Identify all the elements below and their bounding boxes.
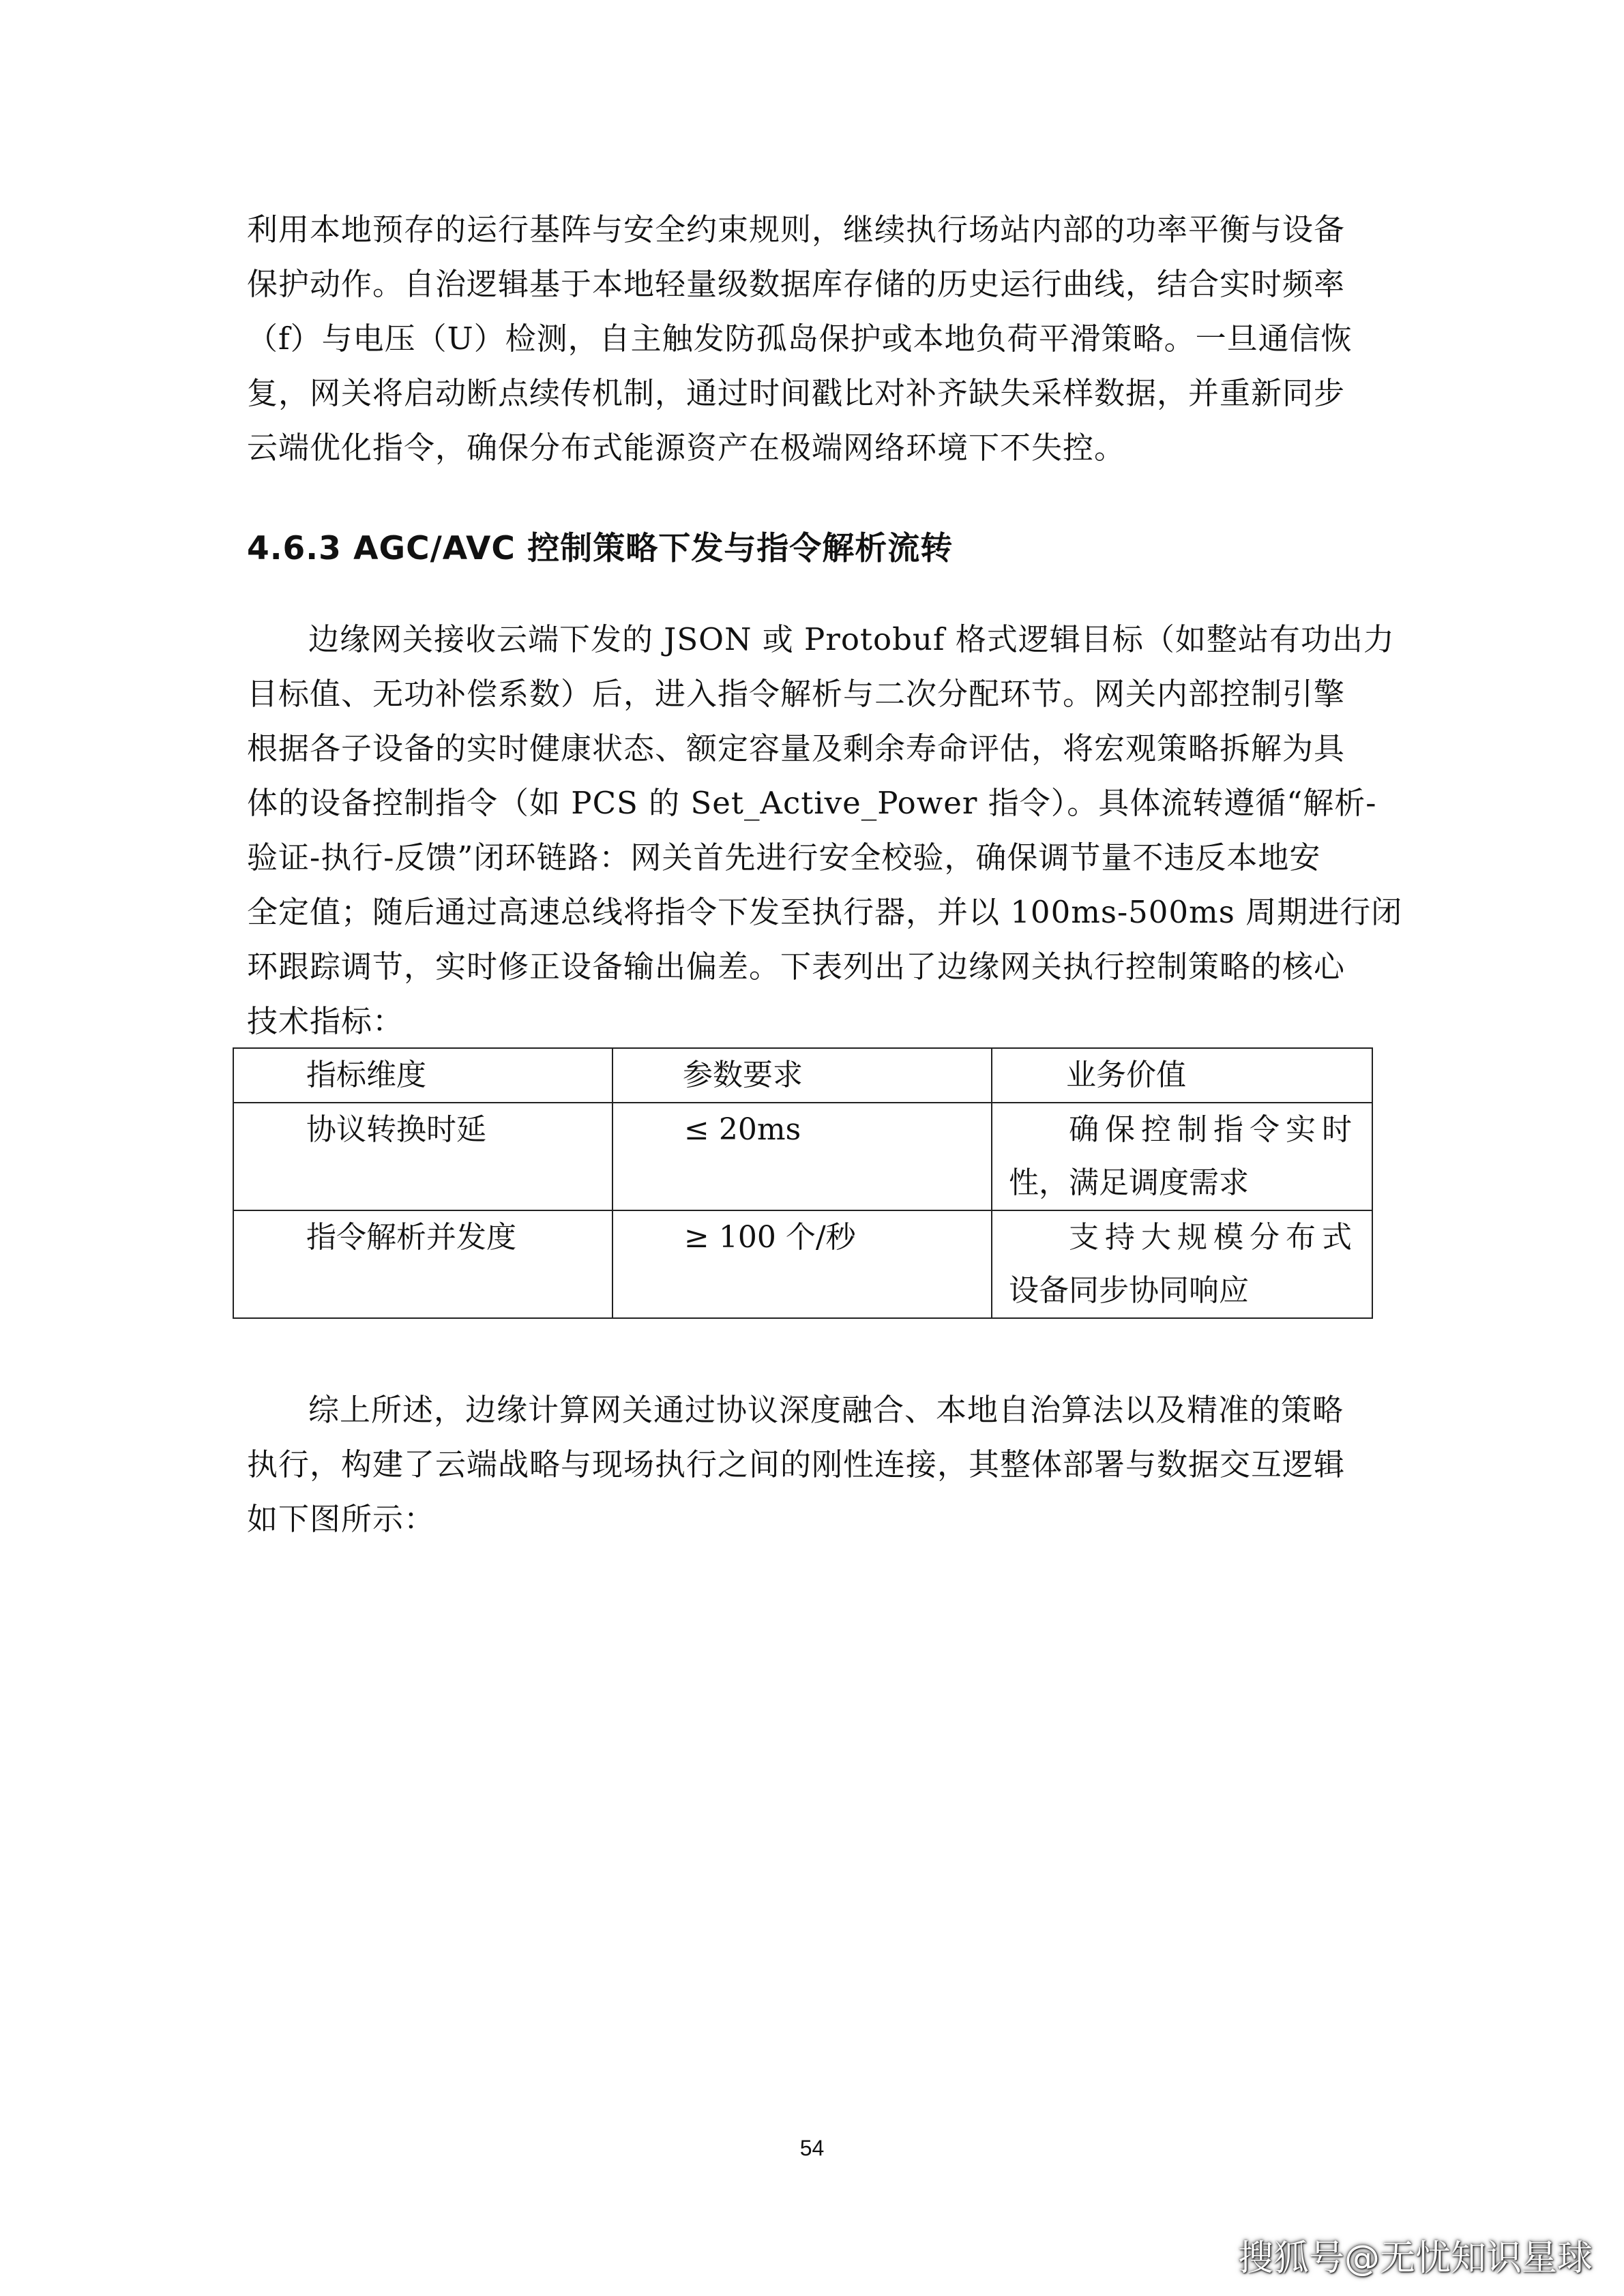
watermark: 搜狐号@无忧知识星球	[1237, 2238, 1593, 2279]
paragraph-line: 保护动作。自治逻辑基于本地轻量级数据库存储的历史运行曲线，结合实时频率	[247, 266, 1346, 302]
paragraph-autonomy	[247, 203, 1386, 475]
paragraph-line: 环跟踪调节，实时修正设备输出偏差。下表列出了边缘网关执行控制策略的核心	[247, 949, 1346, 985]
table-cell-value	[992, 1210, 1372, 1318]
paragraph-line: 边缘网关接收云端下发的 JSON 或 Protobuf 格式逻辑目标（如整站有功出力	[308, 621, 1395, 657]
paragraph-line: 综上所述，边缘计算网关通过协议深度融合、本地自治算法以及精准的策略	[308, 1392, 1344, 1428]
section-heading: 4.6.3 AGC/AVC 控制策略下发与指令解析流转	[247, 530, 954, 567]
paragraph-line: 体的设备控制指令（如 PCS 的 Set_Active_Power 指令）。具体流转遵循“解析-	[247, 785, 1377, 821]
page-number: 54	[799, 2136, 825, 2160]
table-cell-value-line: 确保控制指令实时	[1069, 1112, 1358, 1147]
table-cell-value	[992, 1103, 1372, 1210]
table-cell-value-line: 设备同步协同响应	[1009, 1273, 1249, 1308]
paragraph-line: 技术指标：	[247, 1003, 404, 1039]
paragraph-line: 复，网关将启动断点续传机制，通过时间戳比对补齐缺失采样数据，并重新同步	[247, 375, 1346, 411]
paragraph-line: （f）与电压（U）检测，自主触发防孤岛保护或本地负荷平滑策略。一旦通信恢	[247, 320, 1353, 357]
table-cell-dimension: 指令解析并发度	[233, 1210, 612, 1318]
table-cell-dimension: 协议转换时延	[233, 1103, 612, 1210]
table-header-value: 业务价值	[992, 1048, 1372, 1103]
paragraph-line: 利用本地预存的运行基阵与安全约束规则，继续执行场站内部的功率平衡与设备	[247, 211, 1346, 248]
paragraph-line: 如下图所示：	[247, 1501, 436, 1537]
table-header-requirement: 参数要求	[612, 1048, 992, 1103]
table-header-dimension: 指标维度	[233, 1048, 612, 1103]
paragraph-command-parsing	[247, 612, 1403, 1049]
paragraph-line: 执行，构建了云端战略与现场执行之间的刚性连接，其整体部署与数据交互逻辑	[247, 1446, 1346, 1482]
paragraph-summary	[247, 1383, 1386, 1547]
table-cell-value-line: 支持大规模分布式	[1069, 1220, 1358, 1255]
table-row	[233, 1103, 1372, 1210]
metrics-table	[233, 1047, 1373, 1319]
table-row	[233, 1210, 1372, 1318]
table-header-row	[233, 1048, 1372, 1103]
table-cell-requirement: ≥ 100 个/秒	[612, 1210, 992, 1318]
table-cell-requirement: ≤ 20ms	[612, 1103, 992, 1210]
paragraph-line: 验证-执行-反馈”闭环链路：网关首先进行安全校验，确保调节量不违反本地安	[247, 839, 1321, 876]
paragraph-line: 目标值、无功补偿系数）后，进入指令解析与二次分配环节。网关内部控制引擎	[247, 676, 1346, 712]
paragraph-line: 根据各子设备的实时健康状态、额定容量及剩余寿命评估，将宏观策略拆解为具	[247, 730, 1346, 766]
paragraph-line: 云端优化指令，确保分布式能源资产在极端网络环境下不失控。	[247, 430, 1126, 466]
table-cell-value-line: 性，满足调度需求	[1009, 1165, 1249, 1200]
paragraph-line: 全定值；随后通过高速总线将指令下发至执行器，并以 100ms-500ms 周期进行闭	[247, 894, 1403, 930]
